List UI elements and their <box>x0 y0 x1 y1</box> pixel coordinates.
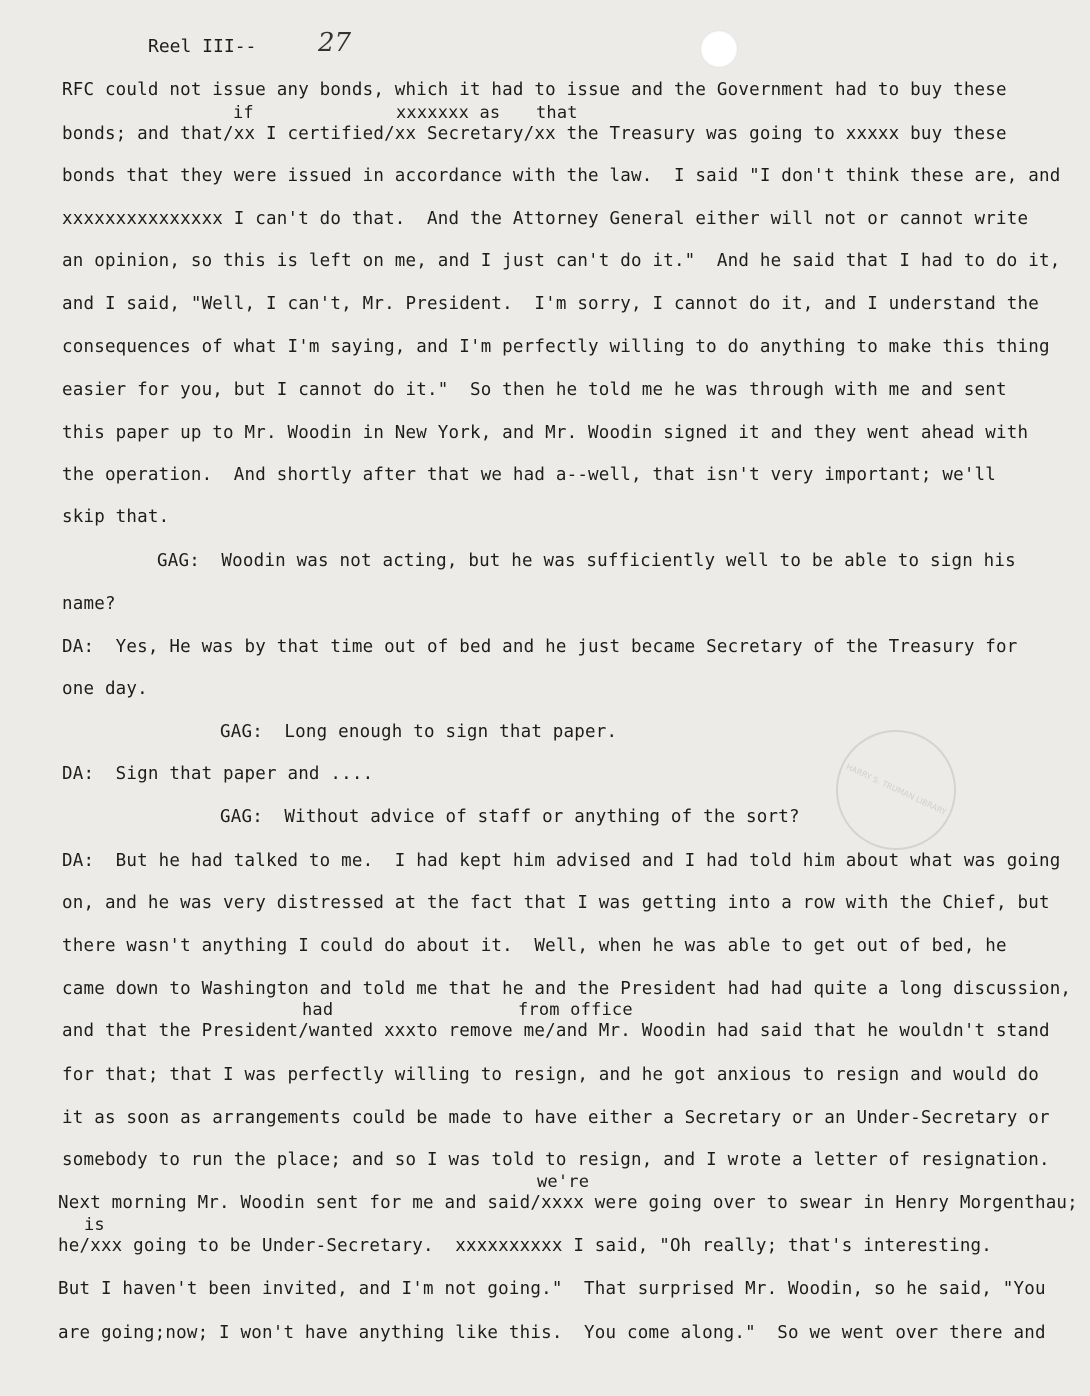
transcript-line: there wasn't anything I could do about it. Well, when he was able to get out of bed, he <box>62 936 1007 956</box>
transcript-line: for that; that I was perfectly willing to resign, and he got anxious to resign and would do <box>62 1065 1039 1085</box>
library-stamp: HARRY S. TRUMAN LIBRARY <box>816 710 975 869</box>
interlinear-insertion: had <box>302 1000 334 1020</box>
transcript-line: it as soon as arrangements could be made to have either a Secretary or an Under-Secretary or <box>62 1108 1050 1128</box>
transcript-line: DA: Yes, He was by that time out of bed and he just became Secretary of the Treasury for <box>62 637 1018 657</box>
transcript-line: one day. <box>62 679 148 699</box>
transcript-line: bonds that they were issued in accordance with the law. I said "I don't think these are, and <box>62 166 1061 186</box>
transcript-line: GAG: Long enough to sign that paper. <box>220 722 618 742</box>
reel-header: Reel III-- <box>148 36 257 57</box>
transcript-line: RFC could not issue any bonds, which it had to issue and the Government had to buy these <box>62 80 1007 100</box>
transcript-line: DA: Sign that paper and .... <box>62 764 374 784</box>
transcript-line: bonds; and that/xx I certified/xx Secretary/xx the Treasury was going to xxxxx buy these <box>62 124 1007 144</box>
transcript-line: xxxxxxxxxxxxxxx I can't do that. And the Attorney General either will not or cannot write <box>62 209 1029 229</box>
transcript-line: he/xxx going to be Under-Secretary. xxxxxxxxxx I said, "Oh really; that's interesting. <box>58 1236 993 1256</box>
transcript-line: consequences of what I'm saying, and I'm perfectly willing to do anything to make this thing <box>62 337 1050 357</box>
transcript-line: an opinion, so this is left on me, and I just can't do it." And he said that I had to do it, <box>62 251 1061 271</box>
transcript-line: GAG: Without advice of staff or anything of the sort? <box>220 807 800 827</box>
transcript-line: and that the President/wanted xxxto remove me/and Mr. Woodin had said that he wouldn't stand <box>62 1021 1050 1041</box>
transcript-line: DA: But he had talked to me. I had kept him advised and I had told him about what was going <box>62 851 1061 871</box>
transcript-line: name? <box>62 594 116 614</box>
interlinear-insertion: from office <box>518 1000 633 1020</box>
transcript-line: and I said, "Well, I can't, Mr. President. I'm sorry, I cannot do it, and I understand the <box>62 294 1039 314</box>
transcript-line: GAG: Woodin was not acting, but he was sufficiently well to be able to sign his <box>157 551 1016 571</box>
transcript-line: this paper up to Mr. Woodin in New York, and Mr. Woodin signed it and they went ahead with <box>62 423 1029 443</box>
transcript-line: are going;now; I won't have anything like this. You come along." So we went over there and <box>58 1323 1046 1343</box>
punch-hole <box>700 30 738 68</box>
interlinear-insertion: that <box>536 103 578 123</box>
interlinear-insertion: if <box>233 103 254 123</box>
interlinear-insertion: is <box>84 1215 105 1235</box>
transcript-line: on, and he was very distressed at the fact that I was getting into a row with the Chief, but <box>62 893 1050 913</box>
handwritten-page-number: 27 <box>318 28 352 58</box>
interlinear-insertion: we're <box>537 1172 590 1192</box>
transcript-line: Next morning Mr. Woodin sent for me and said/xxxx were going over to swear in Henry Morgenthau; <box>58 1193 1078 1213</box>
transcript-line: came down to Washington and told me that he and the President had had quite a long discussion, <box>62 979 1072 999</box>
transcript-line: skip that. <box>62 507 170 527</box>
interlinear-insertion: xxxxxxx as <box>396 103 501 123</box>
transcript-line: easier for you, but I cannot do it." So then he told me he was through with me and sent <box>62 380 1007 400</box>
transcript-line: But I haven't been invited, and I'm not going." That surprised Mr. Woodin, so he said, "You <box>58 1279 1046 1299</box>
transcript-line: somebody to run the place; and so I was told to resign, and I wrote a letter of resignation. <box>62 1150 1050 1170</box>
transcript-line: the operation. And shortly after that we had a--well, that isn't very important; we'll <box>62 465 997 485</box>
